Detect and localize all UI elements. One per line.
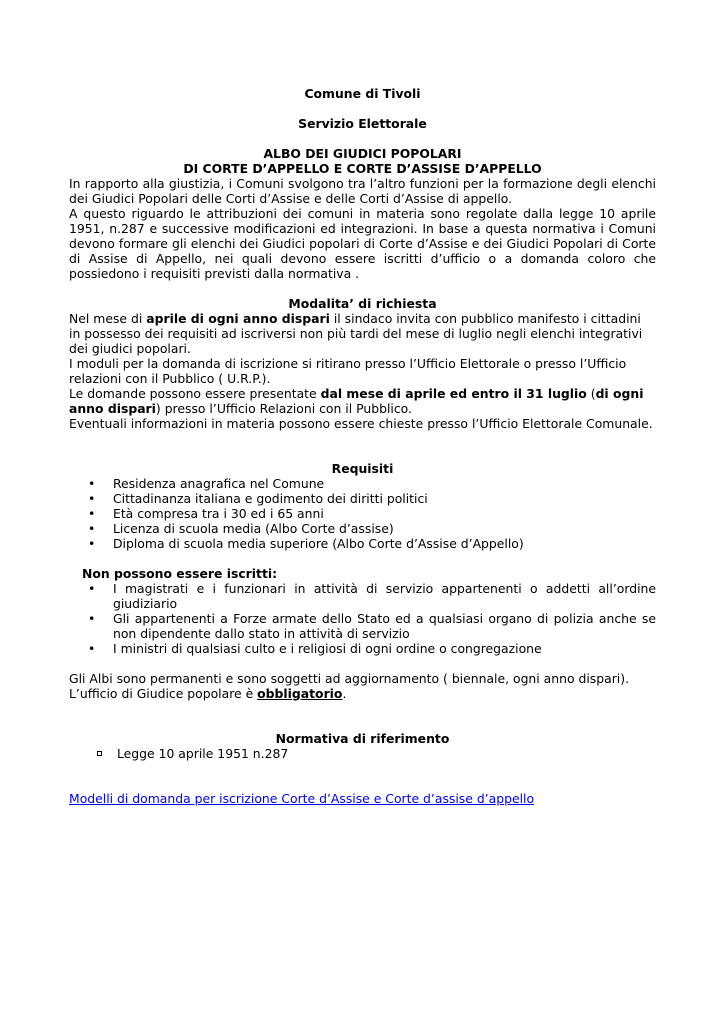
list-item-text: Diploma di scuola media superiore (Albo Corte d’Assise d’Appello) bbox=[113, 536, 524, 551]
bullet-icon: • bbox=[88, 521, 96, 536]
non-iscritti-heading: Non possono essere iscritti: bbox=[82, 566, 278, 581]
albo-title-line2: DI CORTE D’APPELLO E CORTE D’ASSISE D’APPELLO bbox=[183, 161, 542, 176]
list-item-text: I ministri di qualsiasi culto e i religiosi di ogni ordine o congregazione bbox=[113, 641, 542, 656]
list-item-text: Cittadinanza italiana e godimento dei diritti politici bbox=[113, 491, 428, 506]
albi-paragraph-2 bbox=[69, 686, 656, 701]
list-item-text: Gli appartenenti a Forze armate dello Stato ed a qualsiasi organo di polizia anche se non dipendente dallo stato in attività di servizio bbox=[113, 611, 656, 641]
servizio-title: Servizio Elettorale bbox=[298, 116, 427, 131]
modalita-p3-text: Le domande possono essere presentate bbox=[69, 386, 321, 401]
list-item-text: Residenza anagrafica nel Comune bbox=[113, 476, 325, 491]
modalita-p1-text: Nel mese di bbox=[69, 311, 147, 326]
modalita-p3-bold-dates: dal mese di aprile ed entro il 31 luglio bbox=[320, 386, 587, 401]
non-iscritti-list bbox=[69, 581, 656, 656]
modalita-p3-bold-year: di ogni anno dispari bbox=[69, 386, 644, 416]
albi-p2-text: L’ufficio di Giudice popolare è bbox=[69, 686, 258, 701]
list-item bbox=[69, 476, 656, 491]
modalita-p1-bold: aprile di ogni anno dispari bbox=[146, 311, 330, 326]
comune-title: Comune di Tivoli bbox=[304, 86, 421, 101]
albo-title-line1: ALBO DEI GIUDICI POPOLARI bbox=[263, 146, 462, 161]
bullet-icon: • bbox=[88, 491, 96, 506]
modalita-paragraph-1 bbox=[69, 311, 656, 356]
modalita-paragraph-2: I moduli per la domanda di iscrizione si ritirano presso l’Ufficio Elettorale o presso l’Ufficio relazioni con il Pubblico ( U.R.P.). bbox=[69, 356, 627, 386]
list-item-text: I magistrati e i funzionari in attività di servizio appartenenti o addetti all’ordine giudiziario bbox=[113, 581, 656, 611]
modalita-p3-paren: ( bbox=[586, 386, 596, 401]
document-content bbox=[69, 86, 656, 806]
intro-paragraph-2: A questo riguardo le attribuzioni dei comuni in materia sono regolate dalla legge 10 aprile 1951, n.287 e successive modificazioni ed integrazioni. In base a questa normativa i Comuni devono formare gli elenchi dei Giudici popolari di Corte d’Assise e dei Giudici Popolari di Corte di Assise di Appello, nei quali devono essere iscritti d’ufficio o a domanda coloro che possiedono i requisiti previsti dalla normativa . bbox=[69, 206, 656, 281]
list-item bbox=[69, 506, 656, 521]
checkbox-bullet-icon bbox=[97, 751, 102, 756]
bullet-icon: • bbox=[88, 536, 96, 551]
list-item bbox=[69, 521, 656, 536]
requisiti-list bbox=[69, 476, 656, 551]
albi-paragraph-1: Gli Albi sono permanenti e sono soggetti ad aggiornamento ( biennale, ogni anno dispari). bbox=[69, 671, 630, 686]
modelli-domanda-link[interactable]: Modelli di domanda per iscrizione Corte d’Assise e Corte d’assise d’appello bbox=[69, 791, 535, 806]
list-item-text: Licenza di scuola media (Albo Corte d’assise) bbox=[113, 521, 394, 536]
bullet-icon: • bbox=[88, 506, 96, 521]
bullet-icon: • bbox=[88, 611, 96, 626]
list-item bbox=[69, 746, 656, 761]
modalita-paragraph-3 bbox=[69, 386, 656, 416]
bullet-icon: • bbox=[88, 641, 96, 656]
normativa-heading: Normativa di riferimento bbox=[275, 731, 450, 746]
bullet-icon: • bbox=[88, 476, 96, 491]
modalita-p1-text-end: il sindaco invita con pubblico manifesto i cittadini in possesso dei requisiti ad iscriversi non più tardi del mese di luglio negli elenchi integrativi dei giudici popolari. bbox=[69, 311, 643, 356]
bullet-icon: • bbox=[88, 581, 96, 596]
list-item bbox=[69, 536, 656, 551]
list-item bbox=[69, 581, 656, 611]
modelli-link-row bbox=[69, 791, 656, 806]
list-item-text: Legge 10 aprile 1951 n.287 bbox=[117, 746, 289, 761]
list-item bbox=[69, 641, 656, 656]
modalita-paragraph-4: Eventuali informazioni in materia possono essere chieste presso l’Ufficio Elettorale Comunale. bbox=[69, 416, 653, 431]
obbligatorio-emphasis: obbligatorio bbox=[257, 686, 343, 701]
albi-p2-period: . bbox=[342, 686, 347, 701]
modalita-heading: Modalita’ di richiesta bbox=[288, 296, 437, 311]
normativa-list bbox=[69, 746, 656, 761]
list-item-text: Età compresa tra i 30 ed i 65 anni bbox=[113, 506, 324, 521]
list-item bbox=[69, 491, 656, 506]
requisiti-heading: Requisiti bbox=[331, 461, 394, 476]
modalita-p3-text-end: ) presso l’Ufficio Relazioni con il Pubblico. bbox=[155, 401, 412, 416]
list-item bbox=[69, 611, 656, 641]
intro-paragraph-1: In rapporto alla giustizia, i Comuni svolgono tra l’altro funzioni per la formazione degli elenchi dei Giudici Popolari delle Corti d’Assise e delle Corti d’Assise di appello. bbox=[69, 176, 656, 206]
